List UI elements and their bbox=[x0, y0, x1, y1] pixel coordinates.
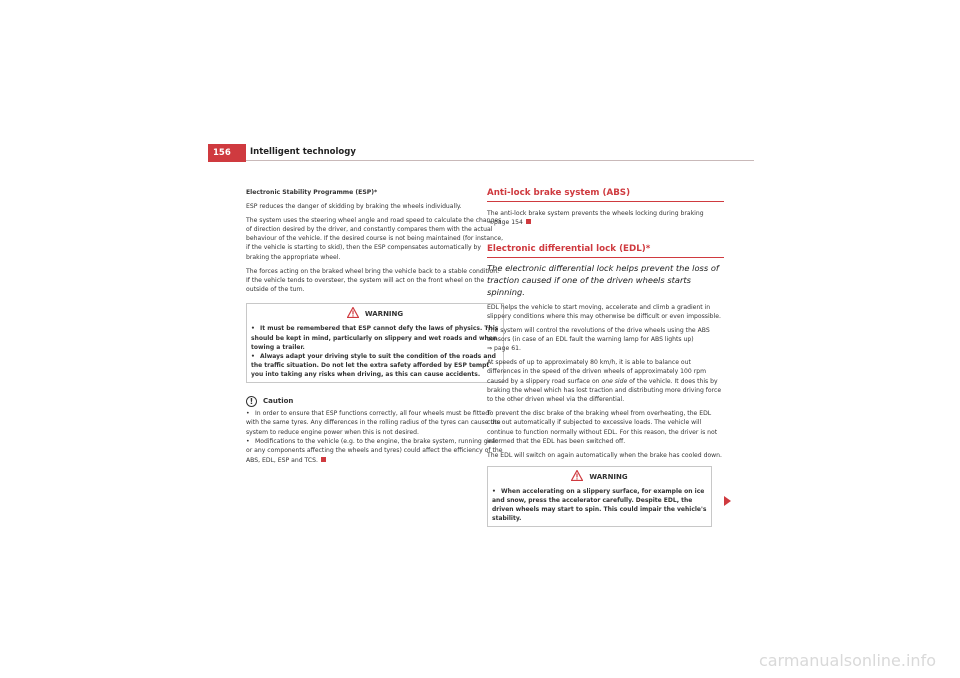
esp-warning-box bbox=[246, 303, 504, 383]
edl-paragraph-5: The EDL will switch on again automatically when the brake has cooled down. bbox=[487, 451, 722, 459]
edl-paragraph-1: EDL helps the vehicle to start moving, accelerate and climb a gradient in slippery conditions where this may otherwise be difficult or even impossible. bbox=[487, 303, 721, 320]
edl-warning-item: • When accelerating on a slippery surface, for example on ice and snow, press the accelerator carefully. Despite EDL, the driven wheels may start to spin. This could impair the vehicle's stability. bbox=[492, 488, 707, 523]
bullet-icon: • bbox=[246, 437, 250, 445]
end-square-icon bbox=[526, 219, 531, 224]
edl-paragraph-4: To prevent the disc brake of the braking wheel from overheating, the EDL cuts out automatically if subjected to excessive loads. The vehicle will continue to function normally without EDL. For this reason, the driver is not informed that the EDL has been switched off. bbox=[487, 410, 718, 445]
esp-warning-item-2: • Always adapt your driving style to suit the condition of the roads and the traffic situation. Do not let the extra safety afforded by ESP tempt you into taking any risks when driving, as this can cause accidents. bbox=[251, 352, 496, 378]
edl-lead: The electronic differential lock helps prevent the loss of traction caused if one of the driven wheels starts spinning. bbox=[487, 262, 719, 297]
caution-circle-icon: ! bbox=[246, 396, 257, 407]
esp-warning-item-1: • It must be remembered that ESP cannot defy the laws of physics. This should be kept in mind, particularly on slippery and wet roads and when towing a trailer. bbox=[251, 325, 499, 351]
next-page-arrow-icon[interactable] bbox=[724, 496, 731, 506]
esp-paragraph-1: ESP reduces the danger of skidding by braking the wheels individually. bbox=[246, 202, 462, 210]
edl-warning-header bbox=[492, 470, 707, 485]
bullet-icon: • bbox=[492, 488, 496, 496]
warning-triangle-icon bbox=[347, 307, 359, 322]
esp-warning-label: WARNING bbox=[364, 310, 404, 319]
section-title: Intelligent technology bbox=[250, 147, 356, 157]
esp-paragraph-3: The forces acting on the braked wheel bring the vehicle back to a stable condition. If the vehicle tends to oversteer, the system will act on the front wheel on the outside of the turn. bbox=[246, 267, 500, 294]
header-divider bbox=[246, 160, 754, 161]
esp-caution-item-2: • Modifications to the vehicle (e.g. to the engine, the brake system, running gear or any components affecting the wheels and tyres) could affect the efficiency of the ABS, EDL, ESP and TCS. bbox=[246, 437, 503, 464]
bullet-icon: • bbox=[246, 410, 250, 418]
edl-paragraph-2: The system will control the revolutions of the drive wheels using the ABS sensors (in case of an EDL fault the warning lamp for ABS lights up) ⇒ page 61. bbox=[487, 326, 710, 353]
esp-caution-header: ! Caution bbox=[246, 395, 504, 407]
left-column bbox=[246, 188, 504, 465]
bullet-icon: • bbox=[251, 325, 255, 333]
edl-warning-label: WARNING bbox=[589, 473, 628, 482]
abs-section bbox=[487, 209, 725, 228]
edl-body bbox=[487, 303, 725, 460]
esp-caution-item-1: • In order to ensure that ESP functions correctly, all four wheels must be fitted with the same tyres. Any differences in the rolling radius of the tyres can cause the system to reduce engine power when this is not desired. bbox=[246, 410, 501, 436]
abs-heading: Anti-lock brake system (ABS) bbox=[487, 188, 631, 198]
page-number: 156 bbox=[208, 144, 246, 162]
abs-heading-rule bbox=[487, 201, 724, 202]
bullet-icon: • bbox=[251, 352, 255, 360]
esp-paragraph-2: The system uses the steering wheel angle and road speed to calculate the changes of direction desired by the driver, and constantly compares them with the actual behaviour of the vehicle. If the desired course is not being maintained (for instance, if the vehicle is starting to skid), then the ESP compensates automatically by braking the appropriate wheel. bbox=[246, 216, 504, 261]
abs-text: The anti-lock brake system prevents the wheels locking during braking bbox=[487, 210, 704, 217]
esp-caution bbox=[246, 395, 504, 465]
edl-warning-box bbox=[487, 466, 712, 527]
warning-triangle-icon bbox=[571, 470, 583, 485]
footer-watermark: carmanualsonline.info bbox=[758, 651, 936, 670]
edl-heading: Electronic differential lock (EDL)* bbox=[487, 243, 651, 254]
esp-heading: Electronic Stability Programme (ESP)* bbox=[246, 189, 378, 196]
end-square-icon bbox=[321, 457, 326, 462]
edl-heading-rule bbox=[487, 257, 724, 258]
esp-warning-header bbox=[251, 307, 499, 322]
abs-page-ref: ⇒ page 154 bbox=[487, 219, 523, 227]
edl-paragraph-3: At speeds of up to approximately 80 km/h, it is able to balance out differences in the speed of the driven wheels of approximately 100 rpm caused by a slippery road surface on one side of the vehicle. It does this by braking the wheel which has lost traction and distributing more driving force to the other driven wheel via the differential. bbox=[487, 359, 722, 404]
right-column bbox=[487, 188, 725, 527]
edl-page-ref: ⇒ page 61. bbox=[487, 345, 521, 353]
